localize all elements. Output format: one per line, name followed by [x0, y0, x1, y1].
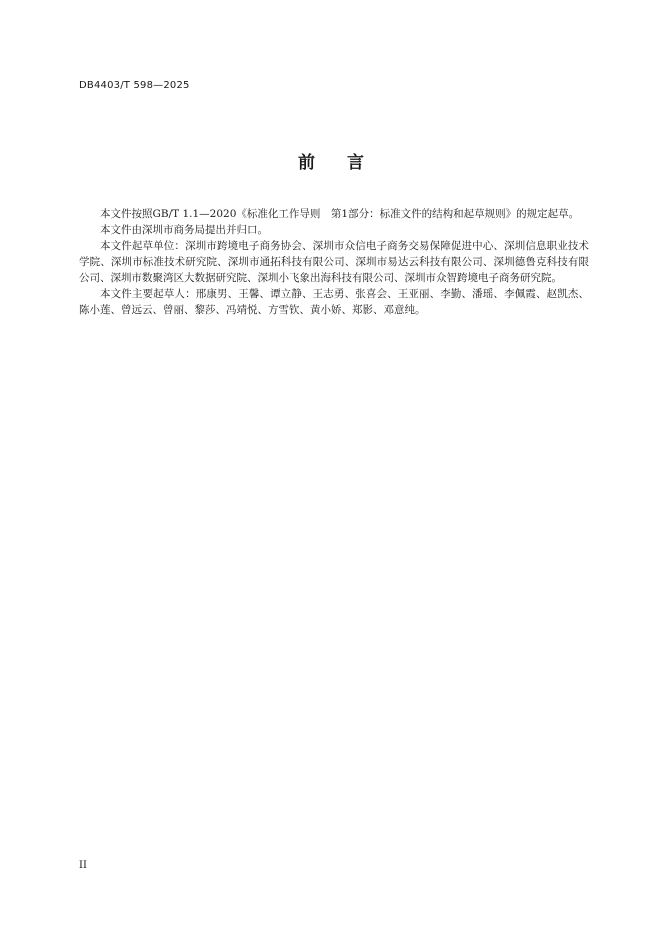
paragraph-drafting-rules: 本文件按照GB/T 1.1—2020《标准化工作导则 第1部分：标准文件的结构和起草规则》的规定起草。	[100, 208, 580, 220]
paragraph-proposer: 本文件由深圳市商务局提出并归口。	[100, 224, 268, 236]
page-number: II	[79, 860, 87, 871]
standard-code: DB4403/T 598—2025	[79, 80, 190, 91]
page-title: 前言	[298, 153, 396, 173]
paragraph-drafting-units: 本文件起草单位：深圳市跨境电子商务协会、深圳市众信电子商务交易保障促进中心、深圳信息职业技术学院、深圳市标准技术研究院、深圳市通拓科技有限公司、深圳市易达云科技有限公司、深圳德鲁克科技有限公司、深圳市数聚湾区大数据研究院、深圳小飞象出海科技有限公司、深圳市众智跨境电子商务研究院。	[79, 240, 589, 284]
foreword-body	[79, 206, 589, 318]
paragraph-main-drafters: 本文件主要起草人：邢康男、王馨、谭立静、王志勇、张喜会、王亚丽、李勤、潘瑶、李佩霞、赵凯杰、陈小莲、曾远云、曾丽、黎莎、冯靖悦、方雪钦、黄小娇、郑影、邓意纯。	[79, 288, 589, 316]
